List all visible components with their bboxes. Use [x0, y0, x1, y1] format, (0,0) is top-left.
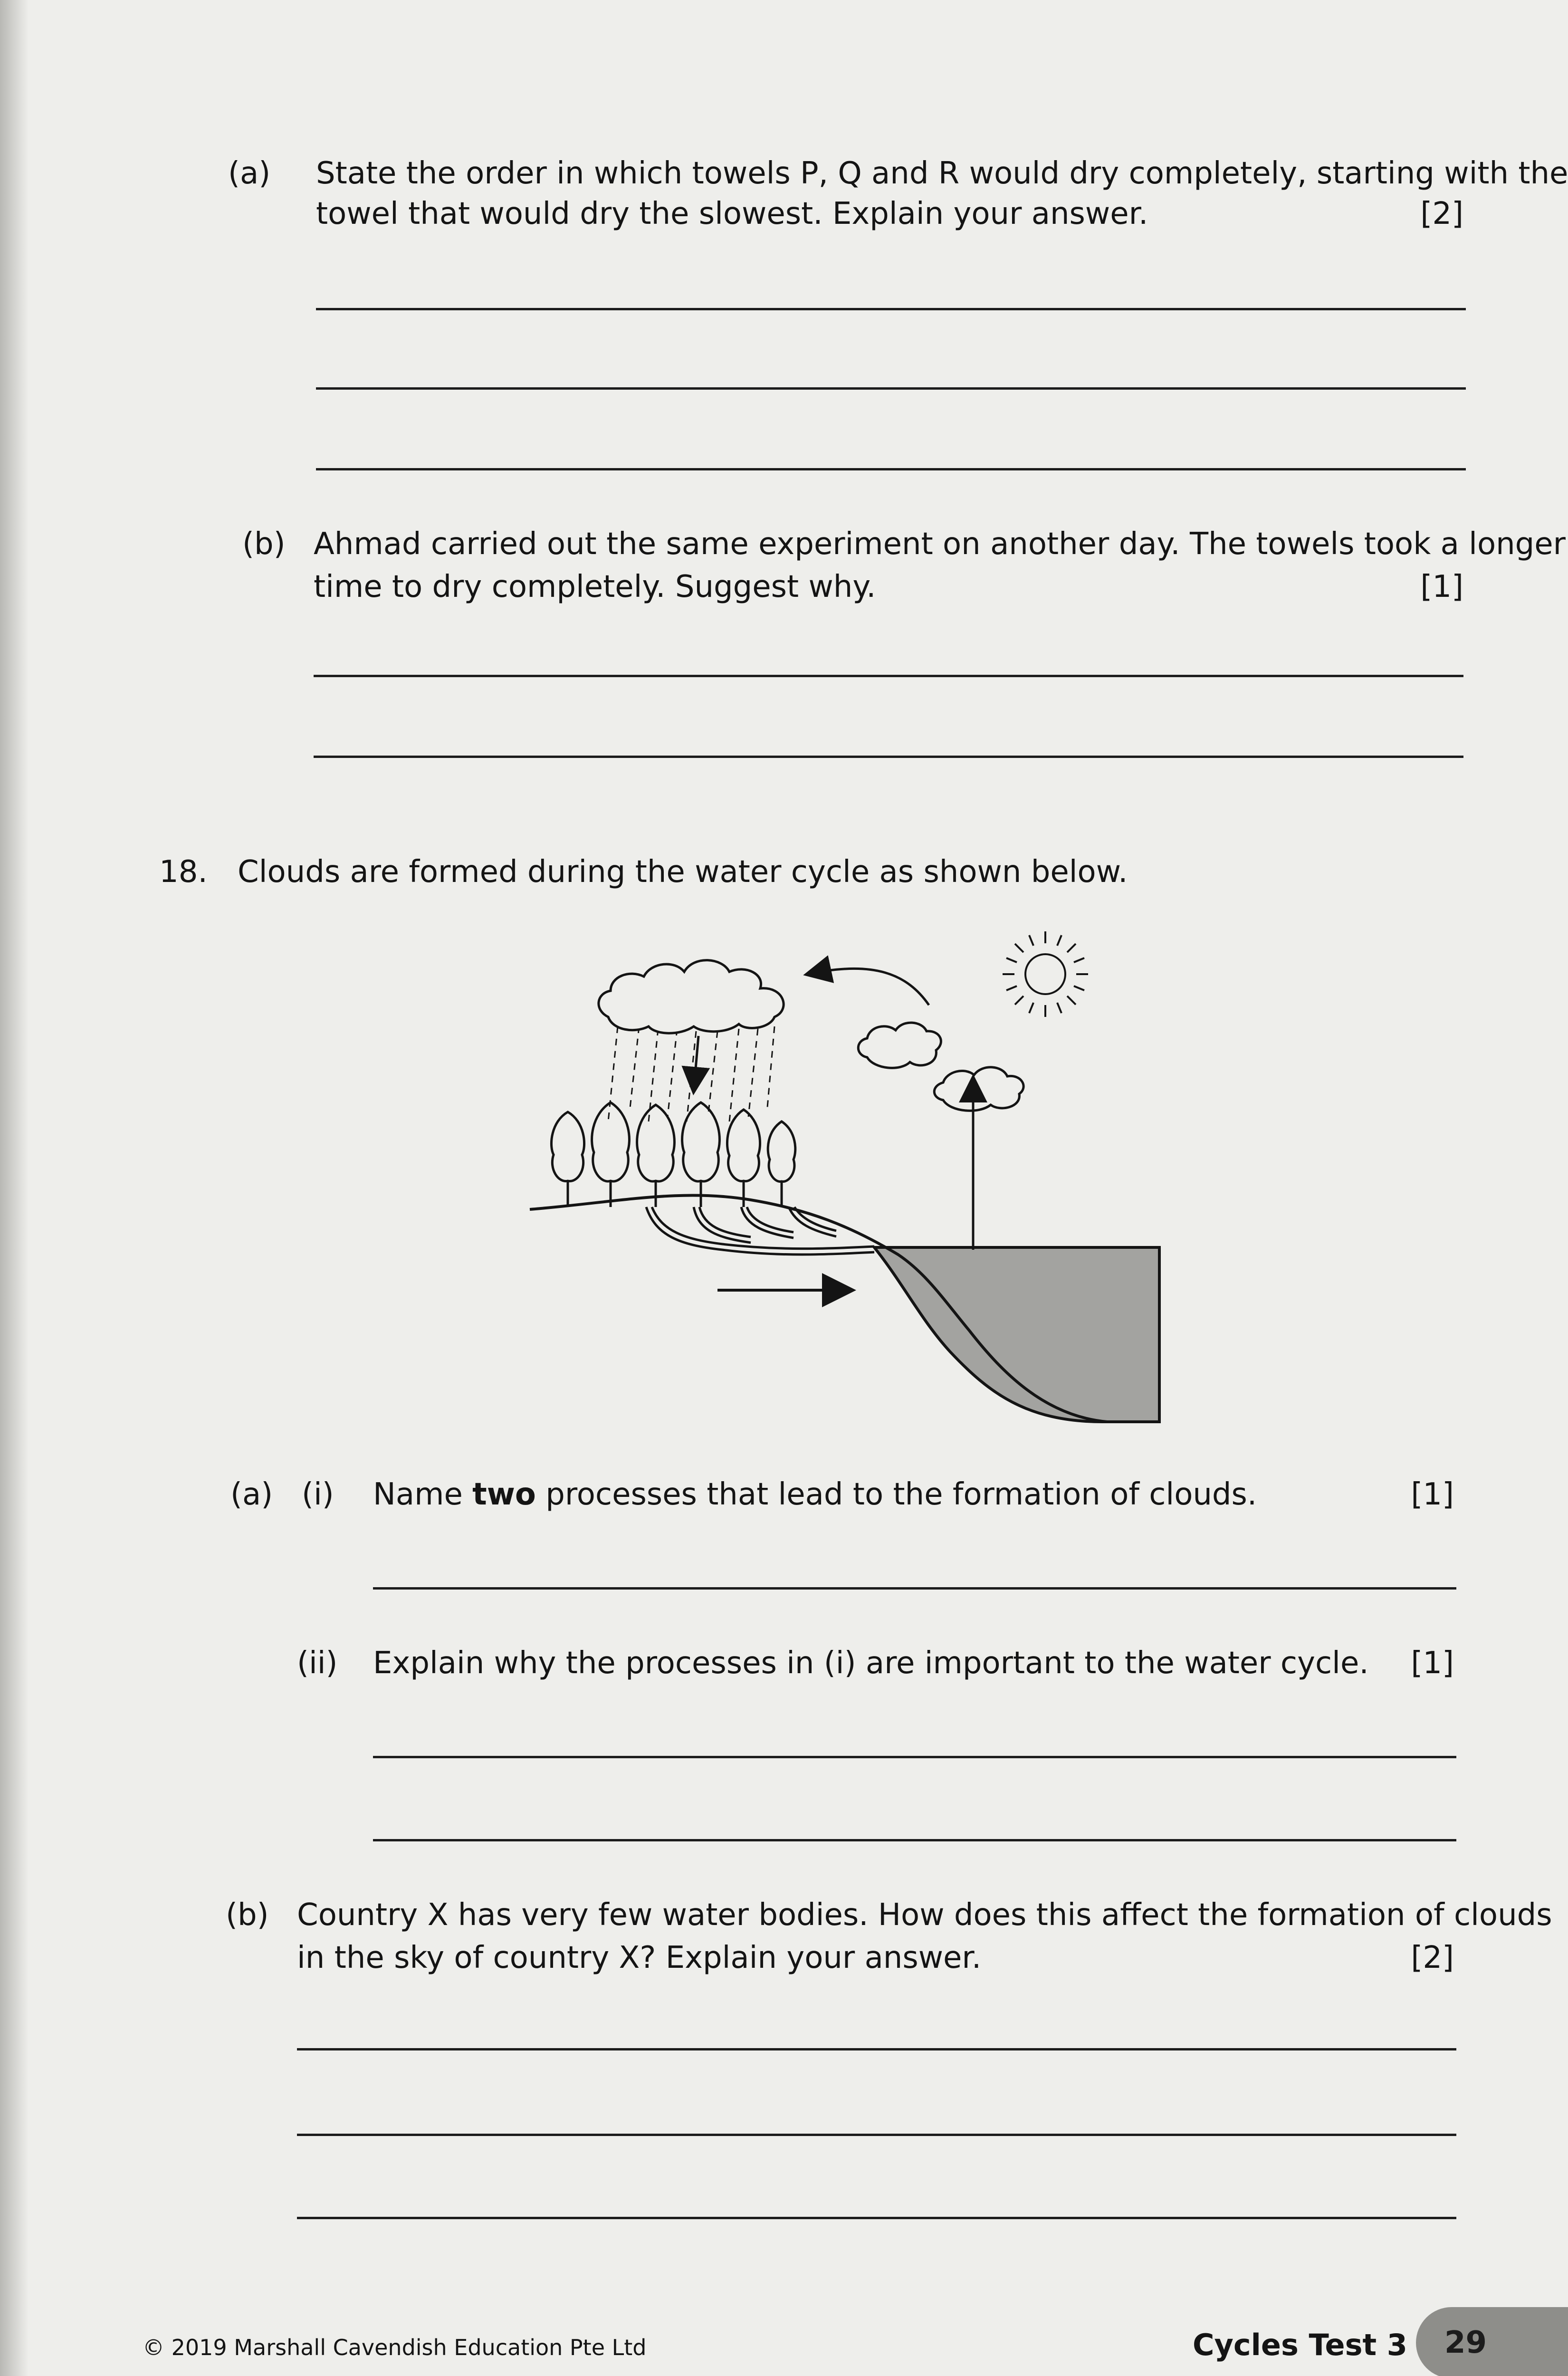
- tree: [682, 1102, 720, 1207]
- q17a-answer-line-1[interactable]: [316, 308, 1466, 310]
- small-cloud: [858, 1023, 941, 1068]
- water-cycle-diagram: [523, 922, 1188, 1435]
- trees: [551, 1102, 795, 1207]
- rain-cloud: [599, 960, 784, 1034]
- q17a-text-line1: State the order in which towels P, Q and R would dry completely, starting with the: [316, 156, 1568, 191]
- q18b-text-line1: Country X has very few water bodies. How does this affect the formation of clouds: [297, 1897, 1552, 1933]
- footer-copyright: © 2019 Marshall Cavendish Education Pte Ltd: [143, 2335, 647, 2360]
- q18b-label: (b): [226, 1897, 269, 1933]
- q18b-answer-line-2[interactable]: [297, 2134, 1456, 2136]
- q17b-marks: [1]: [1420, 569, 1463, 604]
- q17a-text-line2: towel that would dry the slowest. Explain your answer.: [316, 196, 1148, 231]
- q18b-answer-line-1[interactable]: [297, 2048, 1456, 2050]
- q18ai-marks: [1]: [1411, 1477, 1454, 1512]
- page-number-tab: [1416, 2307, 1568, 2376]
- q18ai-text-after: processes that lead to the formation of clouds.: [535, 1477, 1257, 1512]
- q17b-text-line2: time to dry completely. Suggest why.: [314, 569, 876, 604]
- q17a-answer-line-2[interactable]: [316, 387, 1466, 390]
- tree: [551, 1112, 584, 1207]
- q18ai-text-before: Name: [373, 1477, 473, 1512]
- q18aii-label: (ii): [297, 1646, 338, 1681]
- page-number: 29: [1444, 2325, 1487, 2360]
- tree: [768, 1121, 795, 1207]
- q18b-text-line2: in the sky of country X? Explain your answer.: [297, 1940, 982, 1975]
- q18ai-text-bold: two: [472, 1477, 536, 1512]
- q18ai-answer-line-1[interactable]: [373, 1587, 1456, 1590]
- q18aii-answer-line-2[interactable]: [373, 1839, 1456, 1841]
- sun-icon: [1003, 931, 1088, 1017]
- q18-number: 18.: [159, 854, 208, 890]
- q17b-text-line1: Ahmad carried out the same experiment on another day. The towels took a longer: [314, 527, 1566, 562]
- rain: [608, 1026, 774, 1121]
- q17a-marks: [2]: [1420, 196, 1463, 231]
- q18b-answer-line-3[interactable]: [297, 2217, 1456, 2219]
- page-edge-shadow: [0, 0, 29, 2376]
- tree: [592, 1102, 630, 1207]
- q17b-label: (b): [242, 527, 286, 562]
- cloud-movement-arrow: [808, 968, 929, 1005]
- q18aii-text: Explain why the processes in (i) are important to the water cycle.: [373, 1646, 1369, 1681]
- q18-intro: Clouds are formed during the water cycle as shown below.: [238, 854, 1128, 890]
- footer-title: Cycles Test 3: [1193, 2328, 1407, 2362]
- tree: [727, 1110, 760, 1207]
- q18aii-answer-line-1[interactable]: [373, 1756, 1456, 1758]
- q18a-label: (a): [230, 1477, 273, 1512]
- q18ai-text: [373, 1473, 1257, 1516]
- sea-water-body: [874, 1247, 1159, 1422]
- underground-water-channels: [646, 1207, 874, 1255]
- tree: [637, 1105, 675, 1207]
- q18b-marks: [2]: [1411, 1940, 1454, 1975]
- q18ai-label: (i): [302, 1477, 334, 1512]
- small-cloud: [934, 1067, 1023, 1111]
- q17a-label: (a): [228, 156, 271, 191]
- q17b-answer-line-2[interactable]: [314, 756, 1463, 758]
- q17b-answer-line-1[interactable]: [314, 675, 1463, 677]
- q17a-answer-line-3[interactable]: [316, 468, 1466, 470]
- q18aii-marks: [1]: [1411, 1646, 1454, 1681]
